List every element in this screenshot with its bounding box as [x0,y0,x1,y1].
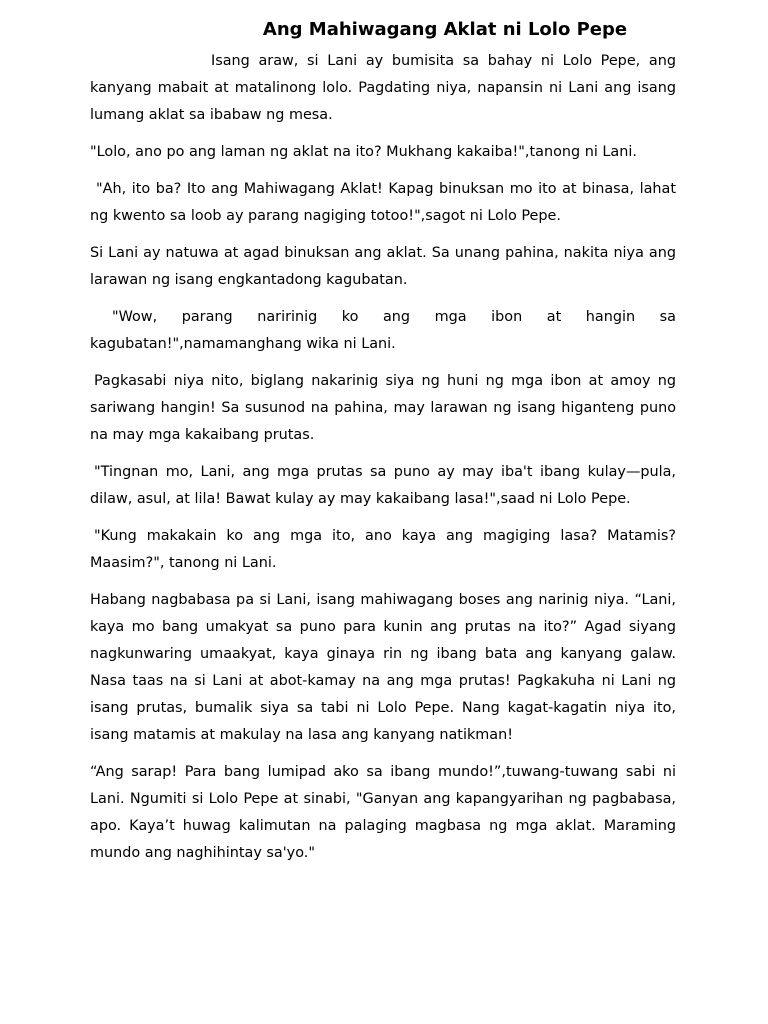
paragraph-7: "Tingnan mo, Lani, ang mga prutas sa puno ay may iba't ibang kulay—pula, dilaw, asul, at lila! Bawat kulay ay may kakaibang lasa!",saad ni Lolo Pepe. [90,464,676,507]
paragraph-4: Si Lani ay natuwa at agad binuksan ang aklat. Sa unang pahina, nakita niya ang larawan ng isang engkantadong kagubatan. [90,245,676,288]
paragraph-8: "Kung makakain ko ang mga ito, ano kaya ang magiging lasa? Matamis? Maasim?", tanong ni Lani. [90,528,676,571]
paragraph-3: "Ah, ito ba? Ito ang Mahiwagang Aklat! Kapag binuksan mo ito at binasa, lahat ng kwento sa loob ay parang nagiging totoo!",sagot ni Lolo Pepe. [90,181,676,224]
story-body [90,48,676,877]
paragraph-10: “Ang sarap! Para bang lumipad ako sa ibang mundo!”,tuwang-tuwang sabi ni Lani. Ngumiti si Lolo Pepe at sinabi, "Ganyan ang kapangyarihan ng pagbabasa, apo. Kaya’t huwag kalimutan na palaging magbasa ng mga aklat. Maraming mundo ang naghihintay sa'yo." [90,764,676,861]
paragraph-9: Habang nagbabasa pa si Lani, isang mahiwagang boses ang narinig niya. “Lani, kaya mo bang umakyat sa puno para kunin ang prutas na ito?” Agad siyang nagkunwaring umaakyat, kaya ginaya rin ng ibang bata ang kanyang galaw. Nasa taas na si Lani at abot-kamay na ang mga prutas! Pagkakuha ni Lani ng isang prutas, bumalik siya sa tabi ni Lolo Pepe. Nang kagat-kagatin niya ito, isang matamis at makulay na lasa ang kanyang natikman! [90,592,676,743]
story-title: Ang Mahiwagang Aklat ni Lolo Pepe [262,19,628,40]
paragraph-2: "Lolo, ano po ang laman ng aklat na ito? Mukhang kakaiba!",tanong ni Lani. [90,144,637,160]
paragraph-5: "Wow, parang naririnig ko ang mga ibon at hangin sa kagubatan!",namamanghang wika ni Lani. [90,309,676,352]
paragraph-6: Pagkasabi niya nito, biglang nakarinig siya ng huni ng mga ibon at amoy ng sariwang hangin! Sa susunod na pahina, may larawan ng isang higanteng puno na may mga kakaibang prutas. [90,373,676,443]
paragraph-1: Isang araw, si Lani ay bumisita sa bahay ni Lolo Pepe, ang kanyang mabait at matalinong lolo. Pagdating niya, napansin ni Lani ang isang lumang aklat sa ibabaw ng mesa. [90,53,676,123]
